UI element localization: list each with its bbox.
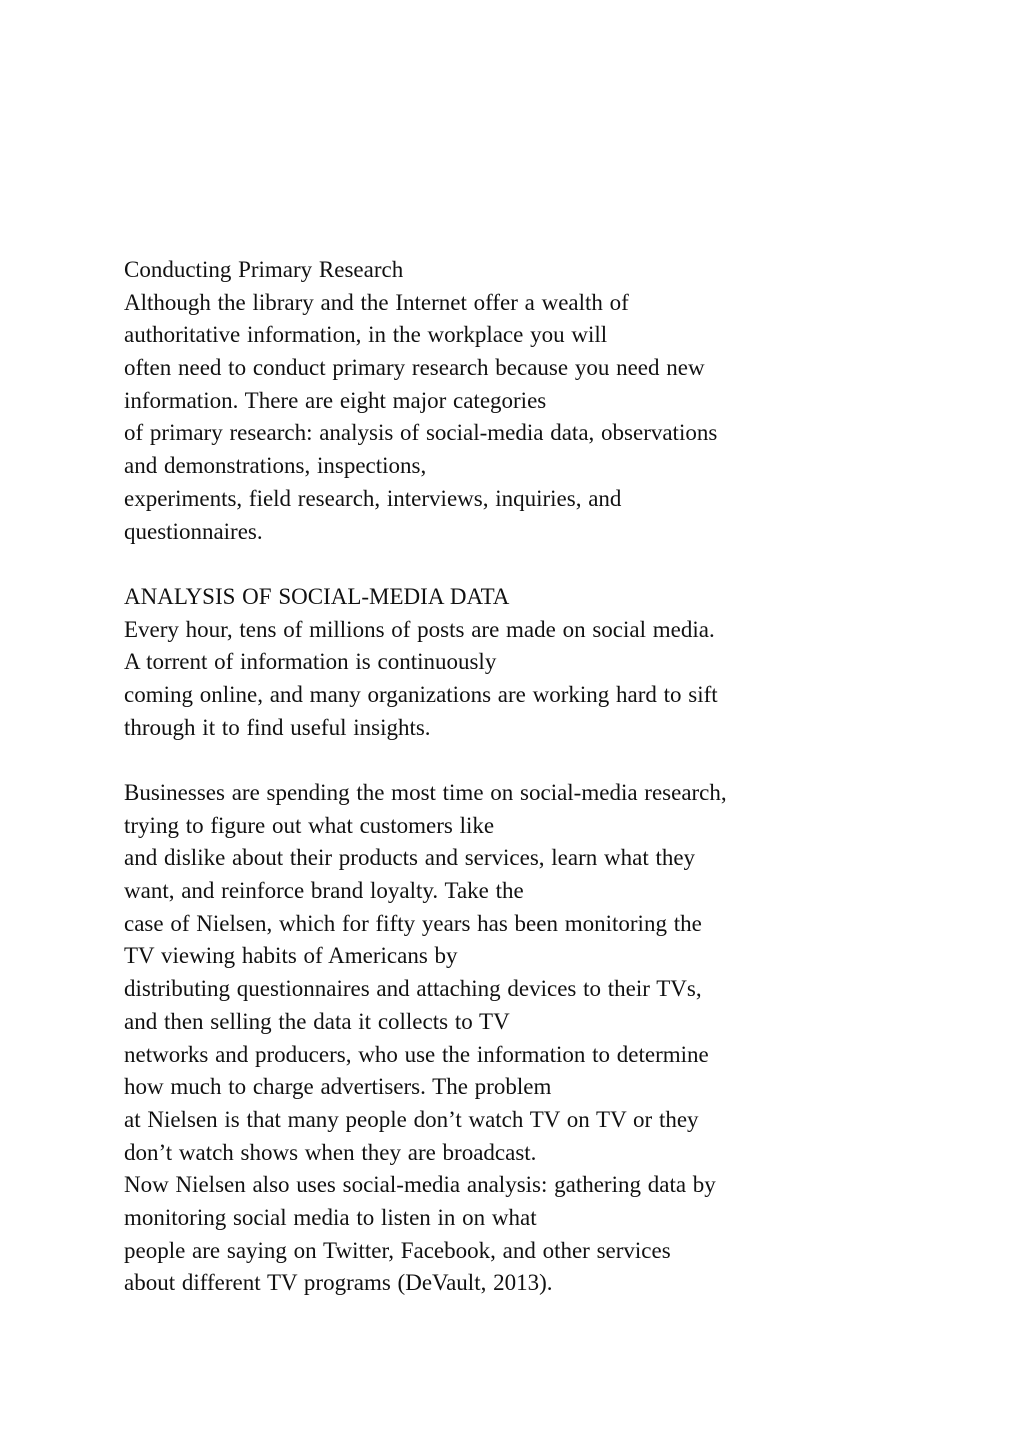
paragraph-line: networks and producers, who use the information to determine xyxy=(124,1041,709,1067)
document-body xyxy=(124,254,984,1300)
paragraph-line: and then selling the data it collects to TV xyxy=(124,1008,510,1034)
intro-line: authoritative information, in the workplace you will xyxy=(124,322,608,348)
intro-line: often need to conduct primary research because you need new xyxy=(124,355,705,381)
section-heading: ANALYSIS OF SOCIAL-MEDIA DATA xyxy=(124,583,510,609)
paragraph-line: people are saying on Twitter, Facebook, and other services xyxy=(124,1237,671,1263)
intro-line: and demonstrations, inspections, xyxy=(124,453,427,479)
intro-line: information. There are eight major categories xyxy=(124,387,547,413)
intro-line: questionnaires. xyxy=(124,518,263,544)
intro-line: of primary research: analysis of social-media data, observations xyxy=(124,420,718,446)
paragraph-line: trying to figure out what customers like xyxy=(124,812,495,838)
intro-line: Although the library and the Internet offer a wealth of xyxy=(124,289,629,315)
paragraph-line: TV viewing habits of Americans by xyxy=(124,943,458,969)
paragraph-line: and dislike about their products and services, learn what they xyxy=(124,845,696,871)
paragraph-line: case of Nielsen, which for fifty years has been monitoring the xyxy=(124,910,702,936)
paragraph-line: Every hour, tens of millions of posts are made on social media. xyxy=(124,616,715,642)
paragraph-line: distributing questionnaires and attaching devices to their TVs, xyxy=(124,976,702,1002)
paragraph-line: Now Nielsen also uses social-media analysis: gathering data by xyxy=(124,1172,716,1198)
paragraph-line: through it to find useful insights. xyxy=(124,714,431,740)
paragraph-line: want, and reinforce brand loyalty. Take the xyxy=(124,878,524,904)
paragraph-line: Businesses are spending the most time on social-media research, xyxy=(124,780,727,805)
paragraph-line: monitoring social media to listen in on what xyxy=(124,1204,537,1230)
paragraph-line: at Nielsen is that many people don’t watch TV on TV or they xyxy=(124,1106,699,1132)
paragraph-spacer xyxy=(124,548,984,581)
paragraph-line: coming online, and many organizations are working hard to sift xyxy=(124,681,718,707)
paragraph-line: how much to charge advertisers. The problem xyxy=(124,1074,552,1100)
paragraph-line: don’t watch shows when they are broadcast. xyxy=(124,1139,537,1165)
paragraph-line: about different TV programs (DeVault, 2013). xyxy=(124,1270,553,1296)
intro-line: experiments, field research, interviews, inquiries, and xyxy=(124,485,622,511)
paragraph-line: A torrent of information is continuously xyxy=(124,649,497,675)
document-title: Conducting Primary Research xyxy=(124,257,404,282)
paragraph-spacer xyxy=(124,744,984,777)
